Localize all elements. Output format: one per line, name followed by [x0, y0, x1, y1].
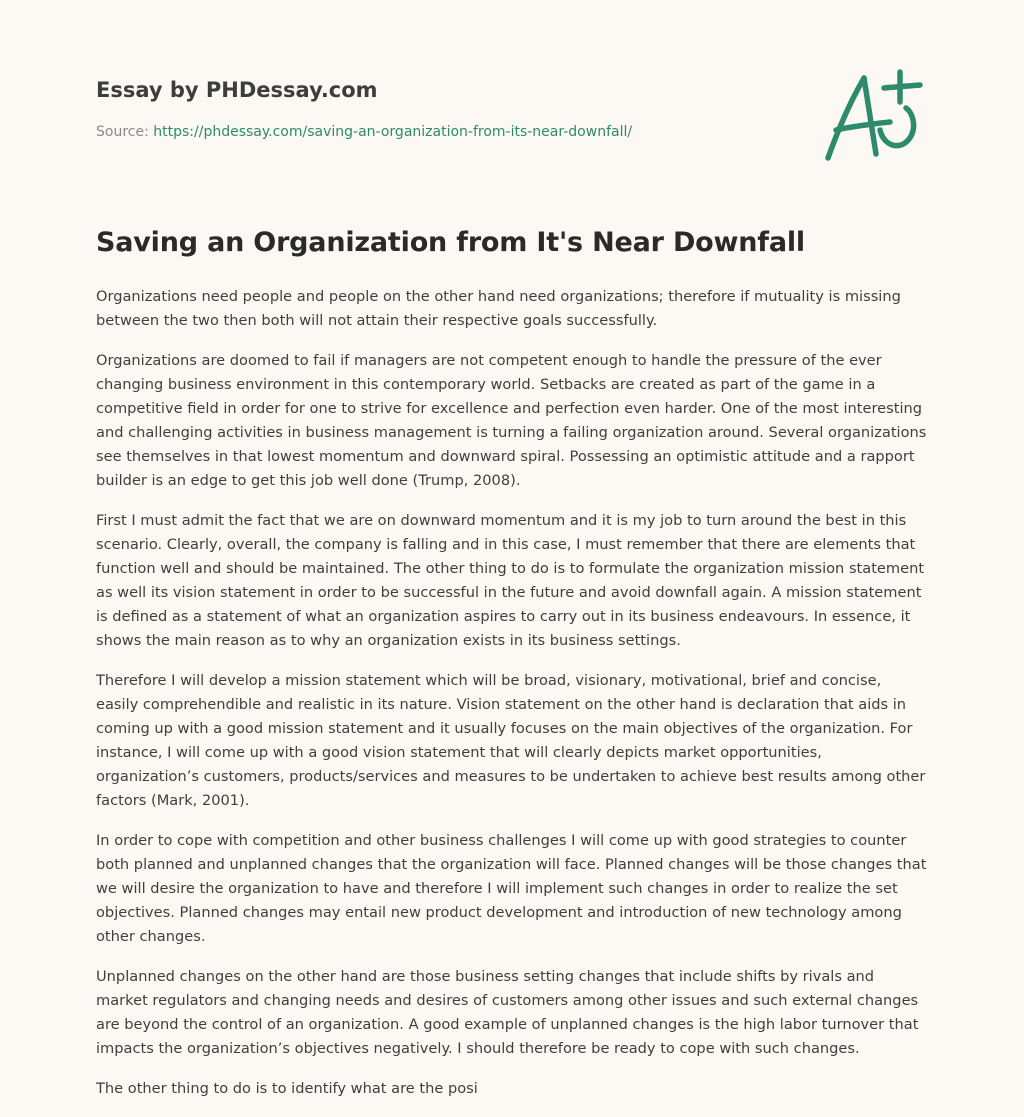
- essay-paragraph: Unplanned changes on the other hand are those business setting changes that include shifts by rivals and market regulators and changing needs and desires of customers among other issues and such external changes are beyond the control of an organization. A good example of unplanned changes is the high labor turnover that impacts the organization’s objectives negatively. I should therefore be ready to cope with such changes.: [96, 968, 919, 1057]
- essay-paragraph: First I must admit the fact that we are on downward momentum and it is my job to turn around the best in this scenario. Clearly, overall, the company is falling and in this case, I must remember that there are elements that function well and should be maintained. The other thing to do is to formulate the organization mission statement as well its vision statement in order to be successful in the future and avoid downfall again. A mission statement is defined as a statement of what an organization aspires to carry out in its business endeavours. In essence, it shows the main reason as to why an organization exists in its business settings.: [96, 512, 925, 649]
- essay-paragraph: Therefore I will develop a mission statement which will be broad, visionary, motivational, brief and concise, easily comprehendible and realistic in its nature. Vision statement on the other hand is declaration that aids in coming up with a good mission statement and it usually focuses on the main objectives of the organization. For instance, I will come up with a good vision statement that will clearly depicts market opportunities, organization’s customers, products/services and measures to be undertaken to achieve best results among other factors (Mark, 2001).: [96, 672, 926, 809]
- essay-paragraph-truncated: The other thing to do is to identify what are the posi: [96, 1080, 478, 1097]
- essay-paragraph: Organizations need people and people on the other hand need organizations; therefore if mutuality is missing between the two then both will not attain their respective goals successfully.: [96, 288, 901, 329]
- a-plus-logo-icon: [820, 68, 924, 164]
- essay-body: [96, 285, 928, 1117]
- source-link[interactable]: https://phdessay.com/saving-an-organization-from-its-near-downfall/: [153, 124, 633, 140]
- source-label: Source:: [96, 124, 149, 140]
- source-line: [96, 124, 632, 140]
- essay-paragraph: Organizations are doomed to fail if managers are not competent enough to handle the pressure of the ever changing business environment in this contemporary world. Setbacks are created as part of the game in a competitive field in order for one to strive for excellence and perfection even harder. One of the most interesting and challenging activities in business management is turning a failing organization around. Several organizations see themselves in that lowest momentum and downward spiral. Possessing an optimistic attitude and a rapport builder is an edge to get this job well done (Trump, 2008).: [96, 352, 927, 489]
- a-plus-logo-svg: [820, 68, 924, 164]
- essay-paragraph: In order to cope with competition and other business challenges I will come up with good strategies to counter both planned and unplanned changes that the organization will face. Planned changes will be those changes that we will desire the organization to have and therefore I will implement such changes in order to realize the set objectives. Planned changes may entail new product development and introduction of new technology among other changes.: [96, 832, 927, 945]
- essay-title: Saving an Organization from It's Near Downfall: [96, 227, 805, 258]
- brand-title: Essay by PHDessay.com: [96, 78, 378, 102]
